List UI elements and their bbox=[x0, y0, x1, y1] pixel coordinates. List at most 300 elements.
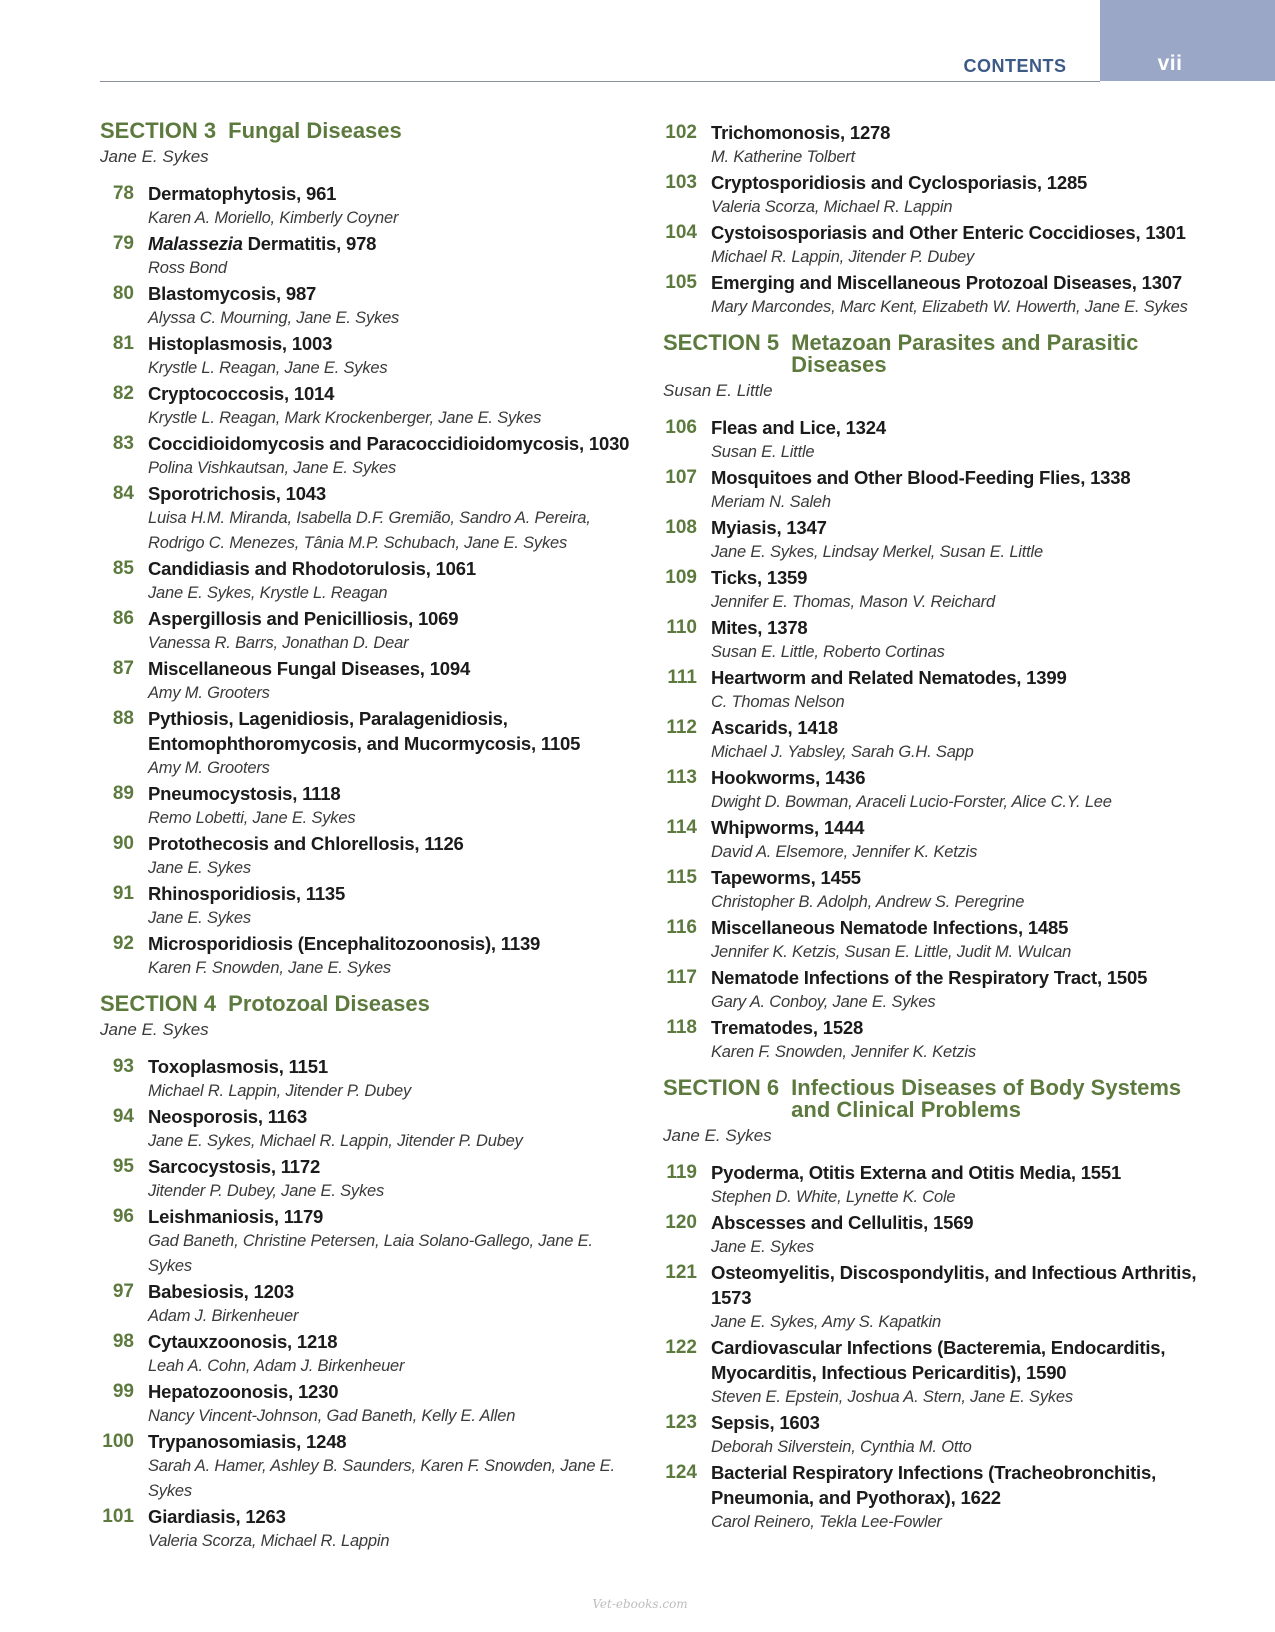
chapter-title bbox=[711, 415, 1203, 440]
chapter-body bbox=[711, 120, 1203, 170]
chapter-number: 121 bbox=[665, 1262, 697, 1283]
chapter-number: 78 bbox=[112, 183, 134, 204]
chapter-title bbox=[148, 231, 640, 256]
toc-entry[interactable] bbox=[663, 665, 1203, 715]
chapter-number: 118 bbox=[666, 1017, 697, 1038]
chapter-number: 82 bbox=[112, 383, 134, 404]
chapter-body bbox=[711, 415, 1203, 465]
chapter-authors: Polina Vishkautsan, Jane E. Sykes bbox=[148, 459, 397, 477]
chapter-authors: Karen A. Moriello, Kimberly Coyner bbox=[148, 209, 399, 227]
chapter-number: 120 bbox=[665, 1212, 697, 1233]
toc-entry[interactable] bbox=[663, 1260, 1203, 1335]
toc-entry[interactable] bbox=[663, 1335, 1203, 1410]
chapter-number: 89 bbox=[112, 783, 134, 804]
toc-entry[interactable] bbox=[663, 120, 1203, 170]
chapter-body bbox=[711, 1210, 1203, 1260]
chapter-authors: Jennifer E. Thomas, Mason V. Reichard bbox=[711, 593, 995, 611]
toc-entry[interactable] bbox=[663, 965, 1203, 1015]
toc-entry[interactable] bbox=[663, 715, 1203, 765]
toc-entry[interactable] bbox=[100, 181, 640, 231]
chapter-authors: Jane E. Sykes, Krystle L. Reagan bbox=[148, 584, 388, 602]
chapter-title-text: Emerging and Miscellaneous Protozoal Diseases, 1307 bbox=[711, 272, 1182, 293]
chapter-title bbox=[148, 706, 640, 756]
chapter-title-text: Cystoisosporiasis and Other Enteric Coccidioses, 1301 bbox=[711, 222, 1186, 243]
chapter-body bbox=[711, 965, 1203, 1015]
chapter-body bbox=[148, 606, 640, 656]
section-title: Metazoan Parasites and Parasitic Diseases bbox=[791, 330, 1139, 377]
chapter-number: 97 bbox=[112, 1281, 134, 1302]
chapter-title-text: Myiasis, 1347 bbox=[711, 517, 827, 538]
chapter-title bbox=[711, 220, 1203, 245]
chapter-authors: Michael R. Lappin, Jitender P. Dubey bbox=[148, 1082, 412, 1100]
chapter-authors: David A. Elsemore, Jennifer K. Ketzis bbox=[711, 843, 978, 861]
chapter-number: 85 bbox=[112, 558, 134, 579]
chapter-body bbox=[148, 1379, 640, 1429]
section-label: SECTION 5 bbox=[663, 330, 780, 355]
chapter-number: 92 bbox=[112, 933, 134, 954]
chapter-body bbox=[711, 765, 1203, 815]
chapter-body bbox=[711, 1260, 1203, 1335]
chapter-authors: Susan E. Little bbox=[711, 443, 815, 461]
chapter-number: 79 bbox=[112, 233, 134, 254]
chapter-title bbox=[711, 615, 1203, 640]
chapter-title bbox=[711, 465, 1203, 490]
toc-entry[interactable] bbox=[663, 270, 1203, 320]
watermark: Vet-ebooks.com bbox=[592, 1597, 688, 1611]
chapter-number: 88 bbox=[112, 708, 134, 729]
chapter-authors: Meriam N. Saleh bbox=[711, 493, 831, 511]
chapter-title-text: Rhinosporidiosis, 1135 bbox=[148, 883, 346, 904]
section-label: SECTION 6 bbox=[663, 1075, 780, 1100]
chapter-body bbox=[711, 220, 1203, 270]
chapter-title-text: Leishmaniosis, 1179 bbox=[148, 1206, 324, 1227]
toc-entry[interactable] bbox=[100, 931, 640, 981]
chapter-title bbox=[148, 656, 640, 681]
chapter-title-text: Babesiosis, 1203 bbox=[148, 1281, 294, 1302]
toc-entry[interactable] bbox=[100, 1204, 640, 1279]
page-number: vii bbox=[1157, 52, 1183, 75]
chapter-title-text: Nematode Infections of the Respiratory Tract, 1505 bbox=[711, 967, 1148, 988]
toc-entry[interactable] bbox=[100, 1329, 640, 1379]
chapter-number: 95 bbox=[112, 1156, 134, 1177]
chapter-number: 87 bbox=[112, 658, 134, 679]
chapter-number: 122 bbox=[665, 1337, 697, 1358]
left-column bbox=[100, 120, 640, 1554]
section-title: Protozoal Diseases bbox=[228, 991, 430, 1016]
chapter-title-text: Sarcocystosis, 1172 bbox=[148, 1156, 321, 1177]
toc-entry[interactable] bbox=[663, 1160, 1203, 1210]
chapter-title bbox=[148, 1329, 640, 1354]
chapter-body bbox=[148, 331, 640, 381]
chapter-title bbox=[148, 1154, 640, 1179]
toc-entry[interactable] bbox=[663, 1460, 1203, 1535]
chapter-authors: Jane E. Sykes, Michael R. Lappin, Jitender P. Dubey bbox=[148, 1132, 523, 1150]
chapter-title-text: Sepsis, 1603 bbox=[711, 1412, 820, 1433]
chapter-number: 93 bbox=[112, 1056, 134, 1077]
right-column bbox=[663, 120, 1203, 1535]
chapter-title bbox=[148, 1204, 640, 1229]
chapter-number: 98 bbox=[112, 1331, 134, 1352]
section-heading bbox=[100, 120, 640, 142]
toc-entry[interactable] bbox=[100, 556, 640, 606]
toc-entry[interactable] bbox=[663, 515, 1203, 565]
chapter-authors: Gad Baneth, Christine Petersen, Laia Solano-Gallego, Jane E. Sykes bbox=[148, 1232, 593, 1275]
chapter-title-text: Trypanosomiasis, 1248 bbox=[148, 1431, 347, 1452]
chapter-body bbox=[148, 1104, 640, 1154]
chapter-number: 96 bbox=[112, 1206, 134, 1227]
chapter-title bbox=[148, 331, 640, 356]
chapter-authors: Susan E. Little, Roberto Cortinas bbox=[711, 643, 945, 661]
chapter-authors: Krystle L. Reagan, Jane E. Sykes bbox=[148, 359, 388, 377]
chapter-number: 123 bbox=[665, 1412, 697, 1433]
chapter-body bbox=[711, 715, 1203, 765]
chapter-title bbox=[711, 1210, 1203, 1235]
chapter-number: 94 bbox=[112, 1106, 134, 1127]
chapter-title-text: Pythiosis, Lagenidiosis, Paralagenidiosis, Entomophthoromycosis, and Mucormycosis, 1105 bbox=[148, 708, 581, 754]
toc-entry[interactable] bbox=[663, 915, 1203, 965]
toc-entry[interactable] bbox=[663, 815, 1203, 865]
section-editor: Jane E. Sykes bbox=[100, 1020, 209, 1039]
chapter-title-text: Cryptococcosis, 1014 bbox=[148, 383, 335, 404]
chapter-authors: Jane E. Sykes, Amy S. Kapatkin bbox=[711, 1313, 941, 1331]
chapter-authors: Stephen D. White, Lynette K. Cole bbox=[711, 1188, 956, 1206]
chapter-title bbox=[148, 481, 640, 506]
chapter-body bbox=[148, 656, 640, 706]
chapter-number: 99 bbox=[112, 1381, 134, 1402]
toc-entry[interactable] bbox=[100, 381, 640, 431]
chapter-body bbox=[148, 281, 640, 331]
chapter-title bbox=[711, 965, 1203, 990]
chapter-authors: Amy M. Grooters bbox=[148, 684, 270, 702]
chapter-title-text: Hookworms, 1436 bbox=[711, 767, 866, 788]
chapter-authors: Karen F. Snowden, Jane E. Sykes bbox=[148, 959, 391, 977]
chapter-title-text: Ascarids, 1418 bbox=[711, 717, 838, 738]
chapter-title-text: Ticks, 1359 bbox=[711, 567, 808, 588]
chapter-title-text: Whipworms, 1444 bbox=[711, 817, 865, 838]
toc-entry[interactable] bbox=[663, 220, 1203, 270]
section-label: SECTION 4 bbox=[100, 991, 217, 1016]
toc-entry[interactable] bbox=[100, 231, 640, 281]
section-label: SECTION 3 bbox=[100, 118, 217, 143]
chapter-title bbox=[711, 1410, 1203, 1435]
chapter-authors: Christopher B. Adolph, Andrew S. Peregrine bbox=[711, 893, 1025, 911]
chapter-number: 115 bbox=[666, 867, 697, 888]
chapter-authors: Krystle L. Reagan, Mark Krockenberger, Jane E. Sykes bbox=[148, 409, 542, 427]
toc-entry[interactable] bbox=[663, 865, 1203, 915]
chapter-title-text: Candidiasis and Rhodotorulosis, 1061 bbox=[148, 558, 476, 579]
chapter-body bbox=[148, 1329, 640, 1379]
section-heading bbox=[663, 332, 1203, 376]
chapter-body bbox=[148, 831, 640, 881]
chapter-title-text: Miscellaneous Nematode Infections, 1485 bbox=[711, 917, 1069, 938]
toc-entry[interactable] bbox=[663, 765, 1203, 815]
chapter-title bbox=[148, 881, 640, 906]
toc-entry[interactable] bbox=[100, 431, 640, 481]
chapter-authors: Ross Bond bbox=[148, 259, 227, 277]
chapter-number: 103 bbox=[665, 172, 697, 193]
chapter-title-text: Protothecosis and Chlorellosis, 1126 bbox=[148, 833, 464, 854]
chapter-authors: Carol Reinero, Tekla Lee-Fowler bbox=[711, 1513, 942, 1531]
chapter-authors: Adam J. Birkenheuer bbox=[148, 1307, 299, 1325]
chapter-authors: Michael R. Lappin, Jitender P. Dubey bbox=[711, 248, 975, 266]
chapter-body bbox=[148, 181, 640, 231]
toc-entry[interactable] bbox=[100, 1379, 640, 1429]
chapter-title-text: Mites, 1378 bbox=[711, 617, 808, 638]
chapter-title-italic: Malassezia bbox=[148, 233, 243, 254]
chapter-title bbox=[711, 865, 1203, 890]
chapter-number: 114 bbox=[666, 817, 697, 838]
chapter-body bbox=[148, 781, 640, 831]
chapter-title-text: Neosporosis, 1163 bbox=[148, 1106, 308, 1127]
section-editor: Jane E. Sykes bbox=[663, 1126, 772, 1145]
chapter-title-text: Cytauxzoonosis, 1218 bbox=[148, 1331, 338, 1352]
chapter-body bbox=[148, 931, 640, 981]
chapter-number: 91 bbox=[112, 883, 134, 904]
chapter-title bbox=[148, 1279, 640, 1304]
chapter-number: 80 bbox=[112, 283, 134, 304]
chapter-body bbox=[711, 865, 1203, 915]
chapter-authors: Gary A. Conboy, Jane E. Sykes bbox=[711, 993, 936, 1011]
chapter-body bbox=[148, 1154, 640, 1204]
toc-entry[interactable] bbox=[100, 1429, 640, 1504]
toc-entry[interactable] bbox=[100, 706, 640, 781]
chapter-title-text: Blastomycosis, 987 bbox=[148, 283, 317, 304]
chapter-title-text: Abscesses and Cellulitis, 1569 bbox=[711, 1212, 974, 1233]
chapter-body bbox=[711, 1460, 1203, 1535]
chapter-title-text: Histoplasmosis, 1003 bbox=[148, 333, 333, 354]
toc-entry[interactable] bbox=[100, 831, 640, 881]
chapter-body bbox=[148, 481, 640, 556]
chapter-authors: Jane E. Sykes bbox=[148, 859, 251, 877]
chapter-authors: Deborah Silverstein, Cynthia M. Otto bbox=[711, 1438, 972, 1456]
chapter-title-text: Trichomonosis, 1278 bbox=[711, 122, 891, 143]
chapter-body bbox=[711, 665, 1203, 715]
chapter-authors: Jane E. Sykes bbox=[711, 1238, 814, 1256]
chapter-authors: Jane E. Sykes bbox=[148, 909, 251, 927]
chapter-title-text: Microsporidiosis (Encephalitozoonosis), 1139 bbox=[148, 933, 541, 954]
chapter-authors: Remo Lobetti, Jane E. Sykes bbox=[148, 809, 356, 827]
chapter-body bbox=[148, 556, 640, 606]
chapter-title bbox=[711, 915, 1203, 940]
chapter-authors: Amy M. Grooters bbox=[148, 759, 270, 777]
chapter-authors: C. Thomas Nelson bbox=[711, 693, 845, 711]
chapter-body bbox=[711, 465, 1203, 515]
chapter-number: 112 bbox=[666, 717, 697, 738]
chapter-authors: Nancy Vincent-Johnson, Gad Baneth, Kelly E. Allen bbox=[148, 1407, 516, 1425]
chapter-number: 83 bbox=[112, 433, 134, 454]
chapter-title bbox=[711, 815, 1203, 840]
toc-entry[interactable] bbox=[100, 1504, 640, 1554]
chapter-number: 117 bbox=[666, 967, 697, 988]
section-heading bbox=[663, 1077, 1203, 1121]
chapter-title-text: Dermatophytosis, 961 bbox=[148, 183, 337, 204]
chapter-title-text: Cardiovascular Infections (Bacteremia, Endocarditis, Myocarditis, Infectious Pericarditis), 1590 bbox=[711, 1337, 1166, 1383]
running-head: CONTENTS bbox=[963, 56, 1067, 76]
chapter-title bbox=[711, 270, 1203, 295]
toc-entry[interactable] bbox=[100, 606, 640, 656]
chapter-body bbox=[148, 1429, 640, 1504]
toc-entry[interactable] bbox=[100, 781, 640, 831]
chapter-body bbox=[711, 615, 1203, 665]
chapter-authors: Valeria Scorza, Michael R. Lappin bbox=[711, 198, 953, 216]
chapter-body bbox=[711, 1160, 1203, 1210]
chapter-body bbox=[711, 170, 1203, 220]
chapter-authors: Alyssa C. Mourning, Jane E. Sykes bbox=[148, 309, 400, 327]
chapter-body bbox=[148, 381, 640, 431]
chapter-authors: Michael J. Yabsley, Sarah G.H. Sapp bbox=[711, 743, 974, 761]
chapter-body bbox=[711, 1410, 1203, 1460]
chapter-number: 90 bbox=[112, 833, 134, 854]
chapter-number: 106 bbox=[665, 417, 697, 438]
chapter-number: 109 bbox=[665, 567, 697, 588]
chapter-number: 124 bbox=[665, 1462, 697, 1483]
toc-entry[interactable] bbox=[100, 656, 640, 706]
chapter-title bbox=[148, 1379, 640, 1404]
chapter-title bbox=[148, 1429, 640, 1454]
chapter-number: 111 bbox=[667, 667, 697, 688]
chapter-authors: Leah A. Cohn, Adam J. Birkenheuer bbox=[148, 1357, 405, 1375]
toc-entry[interactable] bbox=[663, 465, 1203, 515]
chapter-number: 116 bbox=[666, 917, 697, 938]
chapter-number: 81 bbox=[112, 333, 134, 354]
chapter-number: 86 bbox=[112, 608, 134, 629]
section-editor: Susan E. Little bbox=[663, 381, 773, 400]
chapter-title bbox=[148, 181, 640, 206]
chapter-title-text: Pneumocystosis, 1118 bbox=[148, 783, 341, 804]
chapter-body bbox=[711, 270, 1203, 320]
chapter-title bbox=[148, 556, 640, 581]
chapter-number: 100 bbox=[102, 1431, 134, 1452]
chapter-title-text: Mosquitoes and Other Blood-Feeding Flies, 1338 bbox=[711, 467, 1131, 488]
chapter-body bbox=[148, 1504, 640, 1554]
chapter-authors: Steven E. Epstein, Joshua A. Stern, Jane E. Sykes bbox=[711, 1388, 1073, 1406]
chapter-title bbox=[711, 1160, 1203, 1185]
chapter-number: 105 bbox=[665, 272, 697, 293]
chapter-title bbox=[148, 831, 640, 856]
chapter-authors: Dwight D. Bowman, Araceli Lucio-Forster, Alice C.Y. Lee bbox=[711, 793, 1112, 811]
chapter-number: 102 bbox=[665, 122, 697, 143]
toc-entry[interactable] bbox=[100, 281, 640, 331]
chapter-title bbox=[711, 1460, 1203, 1510]
chapter-title-text: Giardiasis, 1263 bbox=[148, 1506, 286, 1527]
chapter-title bbox=[148, 1054, 640, 1079]
chapter-title bbox=[711, 1015, 1203, 1040]
chapter-authors: Jane E. Sykes, Lindsay Merkel, Susan E. Little bbox=[711, 543, 1043, 561]
chapter-body bbox=[148, 1054, 640, 1104]
chapter-title-text: Tapeworms, 1455 bbox=[711, 867, 861, 888]
chapter-title-text: Osteomyelitis, Discospondylitis, and Infectious Arthritis, 1573 bbox=[711, 1262, 1197, 1308]
chapter-body bbox=[148, 431, 640, 481]
toc-entry[interactable] bbox=[663, 565, 1203, 615]
chapter-body bbox=[711, 1335, 1203, 1410]
chapter-authors: Mary Marcondes, Marc Kent, Elizabeth W. Howerth, Jane E. Sykes bbox=[711, 298, 1188, 316]
chapter-title bbox=[148, 606, 640, 631]
chapter-authors: Jitender P. Dubey, Jane E. Sykes bbox=[148, 1182, 385, 1200]
chapter-title bbox=[148, 781, 640, 806]
chapter-authors: Jennifer K. Ketzis, Susan E. Little, Judit M. Wulcan bbox=[711, 943, 1072, 961]
toc-entry[interactable] bbox=[100, 1054, 640, 1104]
chapter-title bbox=[148, 431, 640, 456]
toc-entry[interactable] bbox=[100, 1104, 640, 1154]
chapter-body bbox=[711, 565, 1203, 615]
chapter-title bbox=[711, 170, 1203, 195]
toc-entry[interactable] bbox=[663, 170, 1203, 220]
chapter-authors: Vanessa R. Barrs, Jonathan D. Dear bbox=[148, 634, 409, 652]
toc-entry[interactable] bbox=[663, 1210, 1203, 1260]
chapter-title bbox=[711, 765, 1203, 790]
chapter-title bbox=[711, 565, 1203, 590]
section-title: Fungal Diseases bbox=[228, 118, 402, 143]
chapter-body bbox=[148, 706, 640, 781]
chapter-authors: Karen F. Snowden, Jennifer K. Ketzis bbox=[711, 1043, 976, 1061]
chapter-body bbox=[148, 1204, 640, 1279]
chapter-title-text: Miscellaneous Fungal Diseases, 1094 bbox=[148, 658, 471, 679]
chapter-title-text: Dermatitis, 978 bbox=[242, 233, 377, 254]
chapter-title bbox=[148, 381, 640, 406]
chapter-authors: Valeria Scorza, Michael R. Lappin bbox=[148, 1532, 390, 1550]
section-editor: Jane E. Sykes bbox=[100, 147, 209, 166]
chapter-title bbox=[148, 1104, 640, 1129]
toc-entry[interactable] bbox=[663, 1015, 1203, 1065]
toc-entry[interactable] bbox=[100, 881, 640, 931]
chapter-title bbox=[711, 665, 1203, 690]
chapter-title bbox=[711, 515, 1203, 540]
chapter-title-text: Cryptosporidiosis and Cyclosporiasis, 1285 bbox=[711, 172, 1088, 193]
toc-entry[interactable] bbox=[100, 481, 640, 556]
chapter-body bbox=[711, 815, 1203, 865]
toc-entry[interactable] bbox=[663, 415, 1203, 465]
toc-entry[interactable] bbox=[100, 1279, 640, 1329]
chapter-title bbox=[711, 1335, 1203, 1385]
chapter-number: 110 bbox=[666, 617, 697, 638]
chapter-number: 104 bbox=[665, 222, 697, 243]
chapter-number: 108 bbox=[665, 517, 697, 538]
section-heading bbox=[100, 993, 640, 1015]
chapter-body bbox=[148, 231, 640, 281]
chapter-number: 113 bbox=[666, 767, 697, 788]
toc-entry[interactable] bbox=[663, 1410, 1203, 1460]
chapter-title-text: Bacterial Respiratory Infections (Tracheobronchitis, Pneumonia, and Pyothorax), 1622 bbox=[711, 1462, 1157, 1508]
chapter-number: 119 bbox=[666, 1162, 697, 1183]
chapter-number: 107 bbox=[665, 467, 697, 488]
chapter-body bbox=[711, 915, 1203, 965]
chapter-title-text: Coccidioidomycosis and Paracoccidioidomycosis, 1030 bbox=[148, 433, 630, 454]
chapter-title bbox=[711, 120, 1203, 145]
chapter-number: 101 bbox=[102, 1506, 134, 1527]
toc-entry[interactable] bbox=[100, 1154, 640, 1204]
chapter-title-text: Aspergillosis and Penicilliosis, 1069 bbox=[148, 608, 459, 629]
chapter-body bbox=[711, 1015, 1203, 1065]
chapter-title-text: Heartworm and Related Nematodes, 1399 bbox=[711, 667, 1067, 688]
chapter-title-text: Fleas and Lice, 1324 bbox=[711, 417, 886, 438]
header-rule bbox=[100, 81, 1100, 82]
chapter-body bbox=[148, 1279, 640, 1329]
chapter-authors: Sarah A. Hamer, Ashley B. Saunders, Karen F. Snowden, Jane E. Sykes bbox=[148, 1457, 615, 1500]
chapter-title bbox=[148, 931, 640, 956]
chapter-body bbox=[148, 881, 640, 931]
chapter-title-text: Trematodes, 1528 bbox=[711, 1017, 864, 1038]
chapter-title-text: Sporotrichosis, 1043 bbox=[148, 483, 326, 504]
toc-entry[interactable] bbox=[663, 615, 1203, 665]
section-title: Infectious Diseases of Body Systems and Clinical Problems bbox=[791, 1075, 1182, 1122]
chapter-number: 84 bbox=[112, 483, 134, 504]
toc-entry[interactable] bbox=[100, 331, 640, 381]
chapter-title bbox=[711, 1260, 1203, 1310]
chapter-body bbox=[711, 515, 1203, 565]
chapter-title bbox=[148, 1504, 640, 1529]
chapter-title bbox=[711, 715, 1203, 740]
chapter-authors: M. Katherine Tolbert bbox=[711, 148, 855, 166]
